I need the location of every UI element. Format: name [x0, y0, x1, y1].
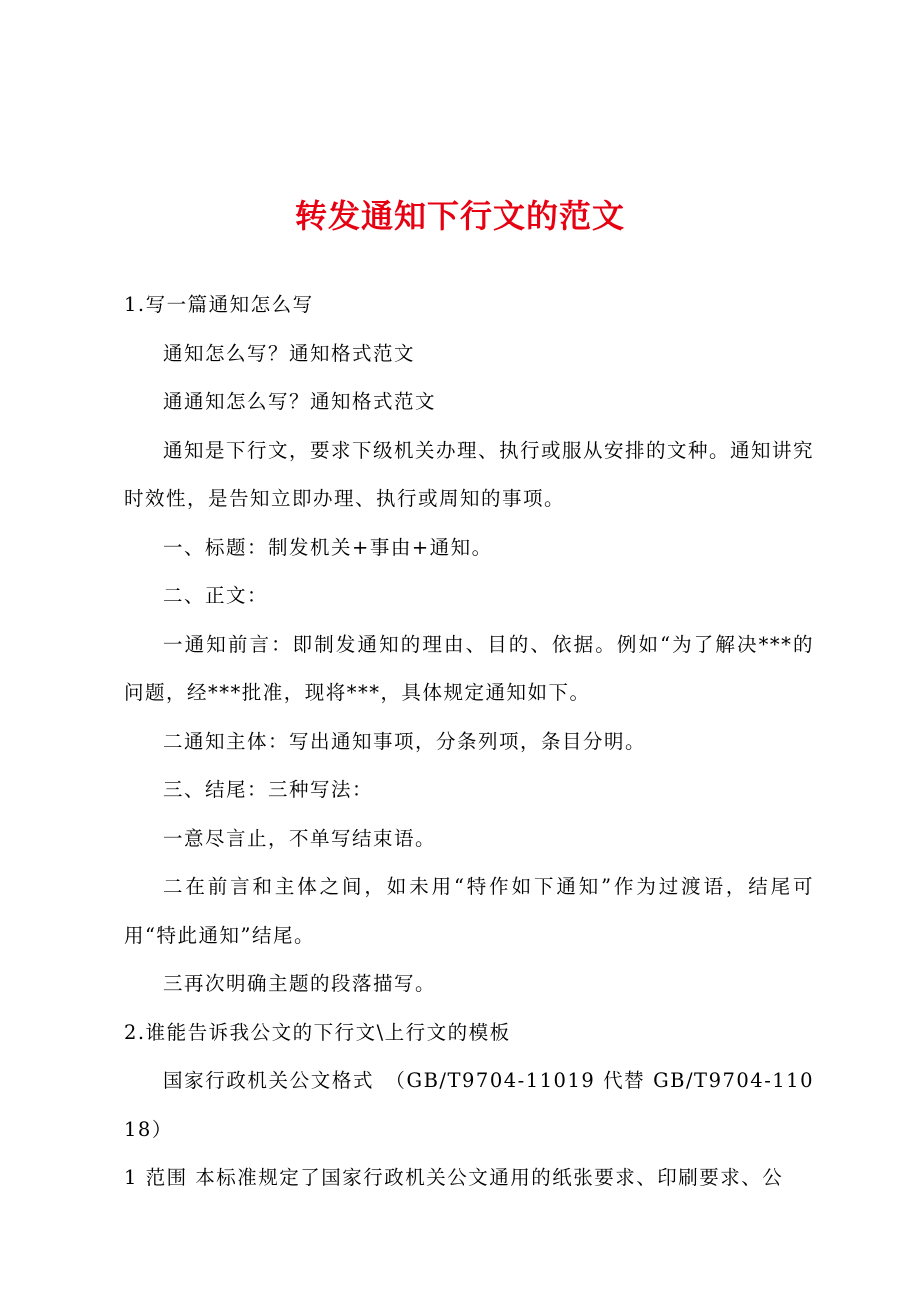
paragraph: 三、结尾：三种写法： [163, 778, 374, 801]
paragraph: 通知怎么写？通知格式范文 [163, 341, 416, 365]
paragraph: 通通知怎么写？通知格式范文 [163, 390, 437, 413]
paragraph: 国家行政机关公文格式 （GB/T9704-11019 代替 GB/T9704-11018） [124, 1069, 814, 1141]
paragraph: 一通知前言：即制发通知的理由、目的、依据。例如“为了解决***的问题，经***批准，现将***，具体规定通知如下。 [124, 632, 814, 704]
paragraph: 二、正文： [163, 584, 269, 607]
document-title: 转发通知下行文的范文 [294, 197, 625, 235]
paragraph: 1 范围 本标准规定了国家行政机关公文通用的纸张要求、印刷要求、公 [124, 1166, 784, 1189]
section-heading-1: 1.写一篇通知怎么写 [124, 293, 314, 316]
paragraph: 一意尽言止，不单写结束语。 [163, 826, 437, 850]
paragraph: 二在前言和主体之间，如未用“特作如下通知”作为过渡语，结尾可用“特此通知”结尾。 [124, 875, 814, 947]
paragraph: 通知是下行文，要求下级机关办理、执行或服从安排的文种。通知讲究时效性，是告知立即办理、执行或周知的事项。 [124, 438, 815, 510]
paragraph: 三再次明确主题的段落描写。 [163, 972, 437, 995]
paragraph: 二通知主体：写出通知事项，分条列项，条目分明。 [163, 729, 647, 753]
section-heading-2: 2.谁能告诉我公文的下行文\上行文的模板 [124, 1020, 511, 1044]
document-body [124, 281, 814, 1203]
paragraph: 一、标题：制发机关+事由+通知。 [163, 535, 493, 559]
